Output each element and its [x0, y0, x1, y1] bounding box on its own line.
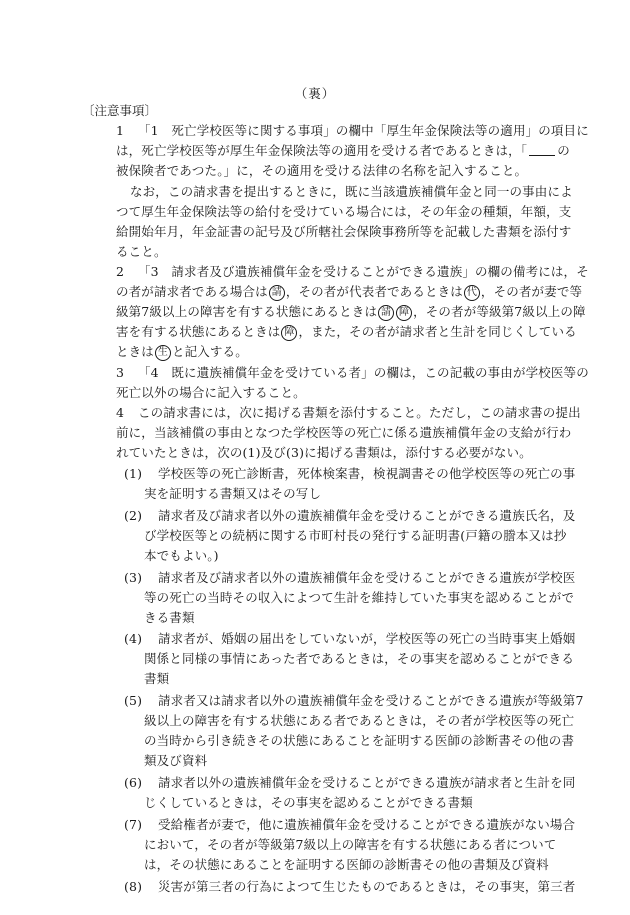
subitem-line: び学校医等との続柄に関する市町村長の発行する証明書(戸籍の謄本又は抄 [144, 528, 567, 543]
blank-field [529, 143, 555, 156]
subitem-line: 請求者が、婚姻の届出をしていないが，学校医等の死亡の当時事実上婚姻 [158, 631, 576, 646]
item1-line3: 被保険者であつた。」に，その適用を受ける法律の名称を記入すること。 [116, 163, 528, 178]
subitem-line: 本でもよい。) [144, 548, 219, 563]
subitem-line: 実を証明する書類又はその写し [144, 486, 322, 501]
circled-mark-sei2: 生 [155, 345, 171, 361]
subitem-number: (8) [124, 879, 143, 894]
subitem-line: 請求者又は請求者以外の遺族補償年金を受けることができる遺族が等級第7 [158, 693, 584, 708]
subitem-number: (3) [124, 570, 143, 585]
circled-mark-dai: 代 [464, 285, 480, 301]
subitem-line: 請求者及び請求者以外の遺族補償年金を受けることができる遺族氏名，及 [158, 508, 576, 523]
item4-line1: この請求書には，次に掲げる書類を添付すること。ただし，この請求書の提出 [138, 405, 581, 420]
item2-line5: ときは 生 と記入する。 [116, 344, 248, 359]
item-number: 4 [116, 405, 125, 420]
subitem-line: 学校医等の死亡診断書，死体検案書，検視調書その他学校医等の死亡の事 [158, 466, 576, 481]
subitem-number: (1) [124, 466, 143, 481]
subitem-line: 関係と同様の事情にあった者であるときは，その事実を認めることができる [144, 651, 574, 666]
item1-para2-line3: 給開始年月，年金証書の記号及び所轄社会保険事務所等を記載した書類を添付す [116, 224, 572, 239]
subitem-line: の当時から引き続きその状態にあることを証明する医師の診断書その他の書 [144, 733, 575, 748]
item2-line1: 「3 請求者及び遺族補償年金を受けることができる遺族」の欄の備考には，そ [138, 264, 589, 279]
subitem-line: 請求者及び請求者以外の遺族補償年金を受けることができる遺族が学校医 [158, 570, 576, 585]
subitem-number: (2) [124, 508, 143, 523]
item-number: 2 [116, 264, 125, 279]
subitem-line: 書類 [144, 671, 170, 686]
subitem-line: 受給権者が妻で，他に遺族補償年金を受けることができる遺族がない場合 [158, 817, 576, 832]
subitem-number: (7) [124, 817, 143, 832]
subitem-line: 災害が第三者の行為によつて生じたものであるときは，その事実，第三者 [158, 879, 576, 894]
item-number: 1 [116, 123, 125, 138]
circled-mark-sei: 請 [378, 305, 394, 321]
subitem-number: (4) [124, 631, 143, 646]
item1-line2: は，死亡学校医等が厚生年金保険法等の適用を受ける者であるときは，「 の [116, 143, 570, 158]
item3-line2: 死亡以外の場合に記入すること。 [116, 385, 306, 400]
subitem-number: (6) [124, 775, 143, 790]
circled-mark-sho: 障 [281, 325, 297, 341]
item2-line2: の者が請求者である場合は 請 ，その者が代表者であるときは 代 ，その者が妻で等 [116, 284, 583, 299]
item2-line4: 害を有する状態にあるときは 障 ，また，その者が請求者と生計を同じくしている [116, 324, 577, 339]
subitem-number: (5) [124, 693, 143, 708]
subitem-line: は，その状態にあることを証明する医師の診断書その他の書類及び資料 [144, 857, 549, 872]
circled-mark-sho: 障 [396, 305, 412, 321]
subitem-line: 級以上の障害を有する状態にある者であるときは，その者が学校医等の死亡 [144, 713, 575, 728]
item2-line3: 級第7級以上の障害を有する状態にあるときは 請 障 ，その者が等級第7級以上の障 [116, 304, 586, 319]
page-header: （裏） [294, 86, 336, 101]
item4-line2: 前に，当該補償の事由となつた学校医等の死亡に係る遺族補償年金の支給が行わ [116, 425, 572, 440]
subitem-line: じくしているときは，その事実を認めることができる書類 [144, 795, 473, 810]
item1-para2-line2: つて厚生年金保険法等の給付を受けている場合には，その年金の種類，年額，支 [116, 204, 572, 219]
subitem-line: において，その者が等級第7級以上の障害を有する状態にある者について [144, 837, 557, 852]
subitem-line: きる書類 [144, 610, 195, 625]
subitem-line: 類及び資料 [144, 753, 208, 768]
item3-line1: 「4 既に遺族補償年金を受けている者」の欄は，この記載の事由が学校医等の [138, 365, 589, 380]
circled-mark-sei: 請 [269, 285, 285, 301]
item1-para2-line4: ること。 [116, 244, 167, 259]
subitem-line: 請求者以外の遺族補償年金を受けることができる遺族が請求者と生計を同 [158, 775, 576, 790]
item4-line3: れていたときは，次の(1)及び(3)に掲げる書類は，添付する必要がない。 [116, 445, 532, 460]
notes-title: 〔注意事項〕 [82, 103, 158, 118]
item1-line1: 「1 死亡学校医等に関する事項」の欄中「厚生年金保険法等の適用」の項目に [138, 123, 589, 138]
item1-para2-line1: なお，この請求書を提出するときに，既に当該遺族補償年金と同一の事由によ [130, 184, 573, 199]
subitem-line: 等の死亡の当時その収入によつて生計を維持していた事実を認めることがで [144, 590, 575, 605]
item-number: 3 [116, 365, 125, 380]
